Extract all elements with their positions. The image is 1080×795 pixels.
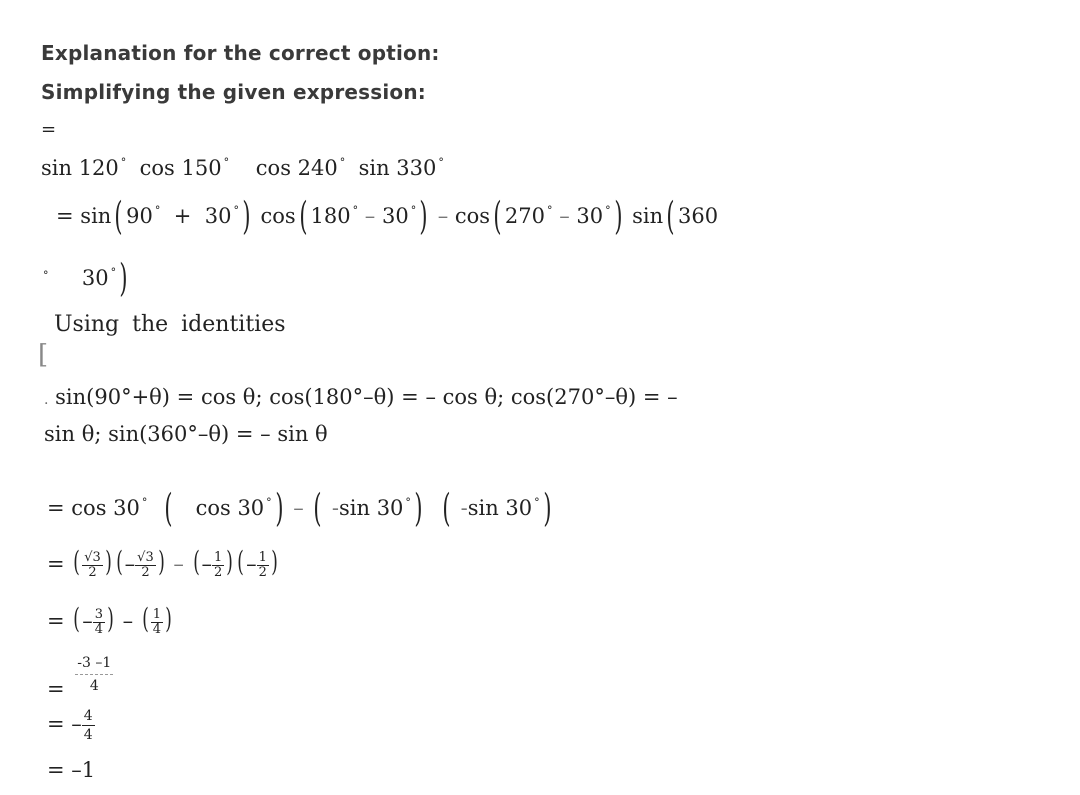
step-3: = ( – $\frac{3}{4}$ ) – ( $\frac{1}{4}$ ): [47, 602, 172, 637]
final-result: = –1: [47, 758, 96, 782]
expanded-expression: = sin( 90 ° + 30 °) cos( 180 ° – 30 °) – cos( 270 ° – 30 °) sin( 360: [56, 194, 719, 238]
equals-sign: =: [41, 119, 57, 140]
step-2: = ( $\frac{√3}{2}$ ) ( – $\frac{√3}{2}$ ) – ( – $\frac{1}{2}$ ) ( – $\frac{1}{2}$ ): [47, 545, 278, 580]
term-cos-240: cos 240: [255, 156, 338, 180]
expanded-expression-cont: ° 30 °): [43, 256, 128, 300]
identities-label: Using the identities: [54, 312, 286, 337]
step-1: = cos 30 ° ( cos 30 °) – ( -sin 30 °) ( -sin 30 °): [47, 486, 552, 530]
step-4: = $\frac{-3 -1}{4}$: [47, 652, 113, 697]
heading-correct-option: Explanation for the correct option:: [41, 41, 440, 65]
term-sin-120: sin 120: [41, 156, 119, 180]
identities-line-1: . sin(90°+θ) = cos θ; cos(180°–θ) = – cos θ; cos(270°–θ) = –: [44, 385, 678, 409]
identities-line-2: sin θ; sin(360°–θ) = – sin θ: [44, 422, 328, 446]
heading-simplifying: Simplifying the given expression:: [41, 80, 426, 104]
step-5: = – $\frac{4}{4}$: [47, 708, 93, 743]
given-expression: sin 120 ° cos 150 ° cos 240 ° sin 330 °: [41, 156, 444, 180]
open-bracket: [: [38, 340, 49, 370]
term-sin-330: sin 330: [358, 156, 437, 180]
term-cos-150: cos 150: [139, 156, 222, 180]
